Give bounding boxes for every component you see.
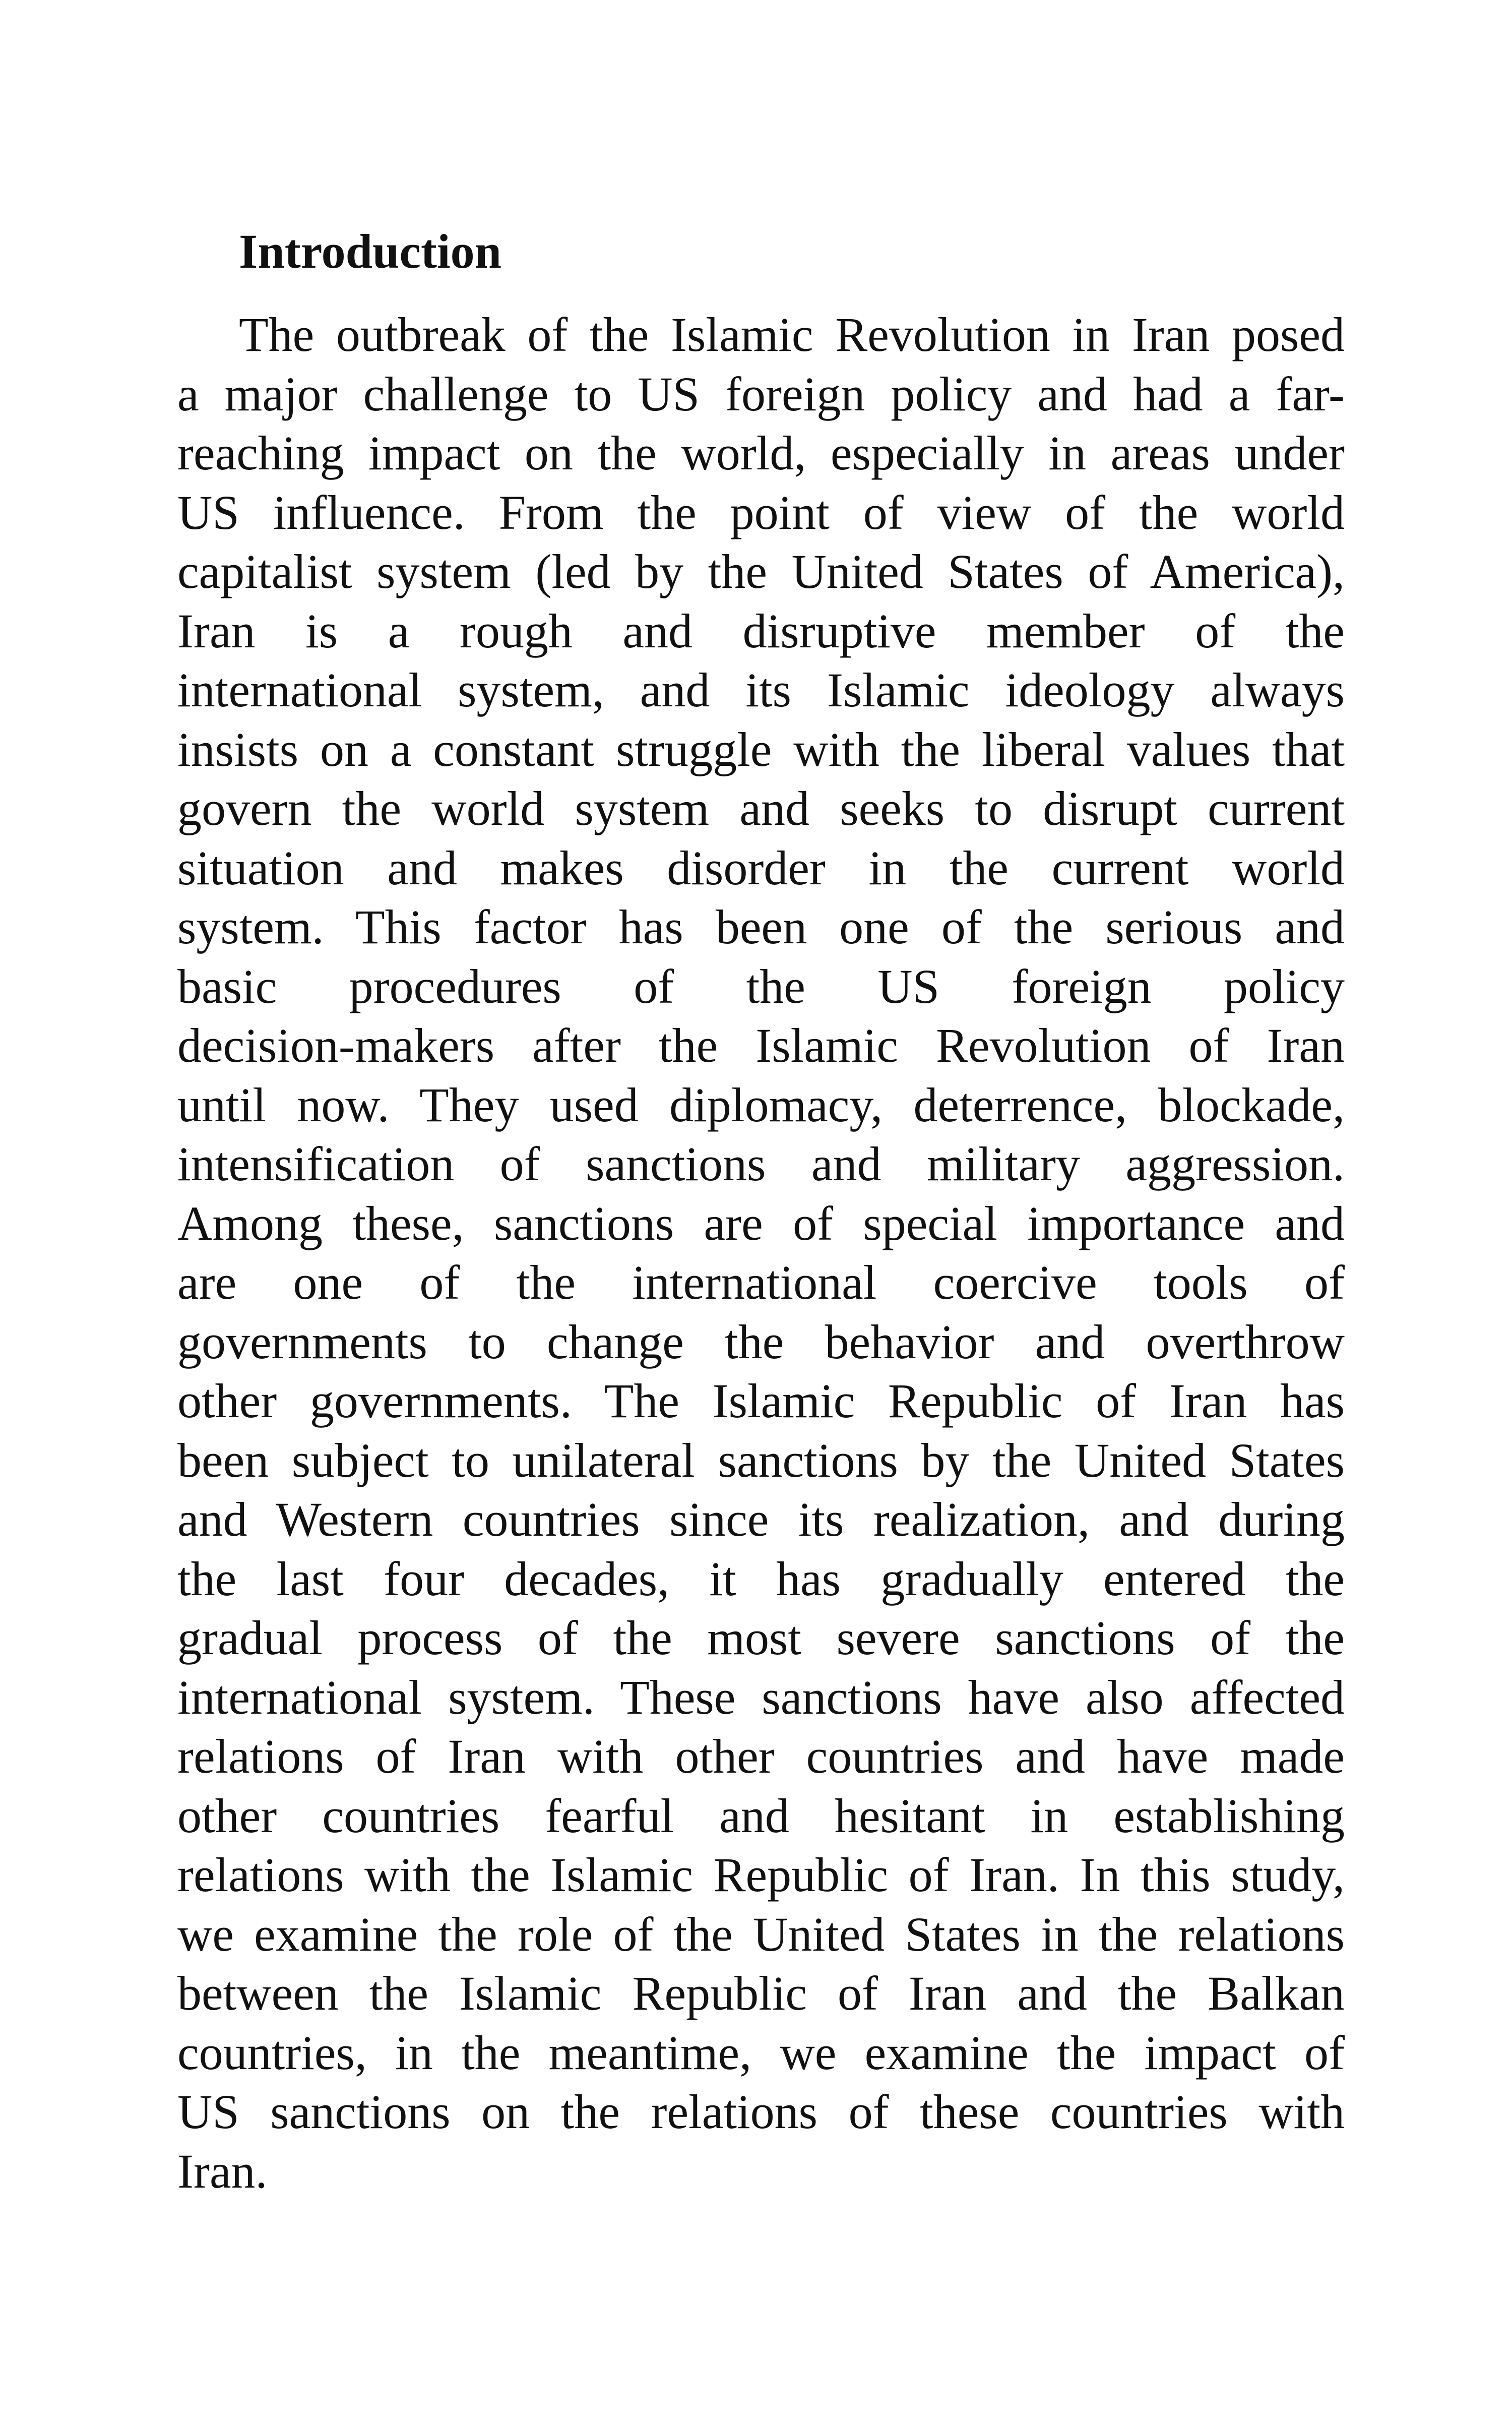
paragraph-line: between the Islamic Republic of Iran and the Balkan (177, 1966, 1345, 2020)
paragraph-line: relations of Iran with other countries and have made (177, 1729, 1345, 1783)
paragraph-line: capitalist system (led by the United States of America), (177, 544, 1345, 598)
paragraph-line: a major challenge to US foreign policy and had a far- (177, 367, 1345, 421)
paragraph-line: and Western countries since its realization, and during (177, 1492, 1345, 1546)
paragraph-line: until now. They used diplomacy, deterrence, blockade, (177, 1077, 1345, 1132)
paragraph-line: decision-makers after the Islamic Revolution of Iran (177, 1018, 1345, 1072)
paragraph-line: international system, and its Islamic ideology always (177, 663, 1345, 717)
paragraph-line: situation and makes disorder in the current world (177, 840, 1345, 895)
paragraph-line: reaching impact on the world, especially in areas under (177, 426, 1345, 480)
paragraph-line: countries, in the meantime, we examine the impact of (177, 2025, 1345, 2080)
paragraph-line: Iran is a rough and disruptive member of the (177, 603, 1345, 658)
paragraph-line: are one of the international coercive tools of (177, 1255, 1345, 1309)
paragraph-line: other governments. The Islamic Republic of Iran has (177, 1374, 1345, 1428)
paragraph-line: Among these, sanctions are of special importance and (177, 1196, 1345, 1250)
paragraph-line: other countries fearful and hesitant in establishing (177, 1788, 1345, 1843)
section-heading: Introduction (239, 224, 502, 278)
paragraph-line: governments to change the behavior and overthrow (177, 1314, 1345, 1369)
paragraph-line: we examine the role of the United States in the relations (177, 1907, 1345, 1961)
paragraph-line: system. This factor has been one of the serious and (177, 900, 1345, 954)
paragraph-line: relations with the Islamic Republic of Iran. In this study, (177, 1848, 1345, 1902)
paragraph-line: The outbreak of the Islamic Revolution in Iran posed (239, 308, 1345, 361)
paragraph-line: Iran. (177, 2144, 268, 2198)
paragraph-line: the last four decades, it has gradually entered the (177, 1551, 1345, 1606)
body-paragraph (177, 305, 1345, 2201)
paragraph-line: been subject to unilateral sanctions by the United States (177, 1433, 1345, 1487)
paragraph-line: basic procedures of the US foreign policy (177, 959, 1345, 1013)
paragraph-line: US influence. From the point of view of the world (177, 485, 1345, 539)
paragraph-line: intensification of sanctions and military aggression. (177, 1137, 1345, 1191)
paragraph-line: insists on a constant struggle with the liberal values that (177, 722, 1345, 776)
document-body (177, 222, 1345, 2201)
paragraph-line: gradual process of the most severe sanctions of the (177, 1611, 1345, 1665)
paragraph-line: US sanctions on the relations of these countries with (177, 2085, 1345, 2139)
paragraph-line: international system. These sanctions have also affected (177, 1670, 1345, 1724)
paragraph-line: govern the world system and seeks to disrupt current (177, 781, 1345, 835)
